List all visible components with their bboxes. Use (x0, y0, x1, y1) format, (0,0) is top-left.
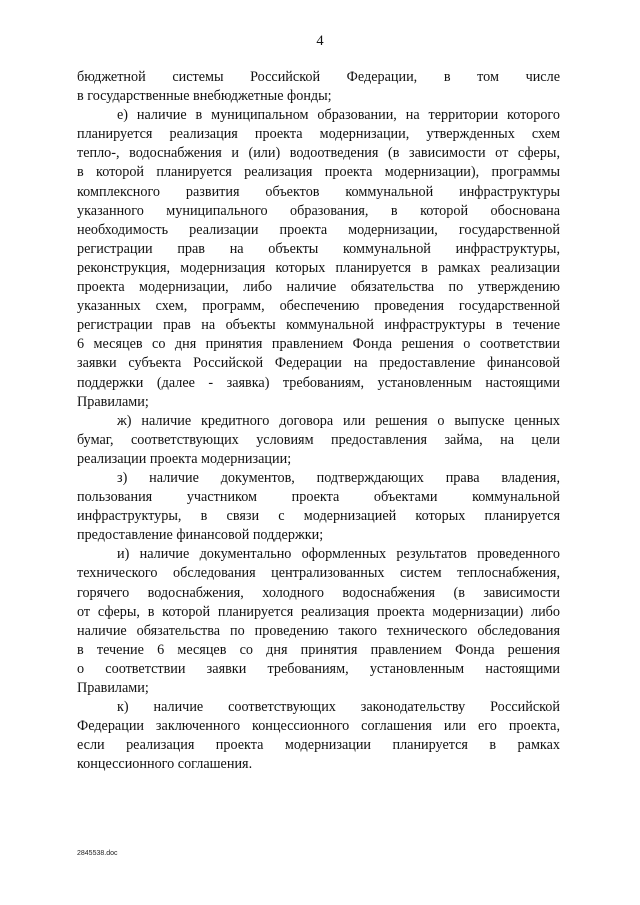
text-line: указанных схем, программ, обеспечению проведения государственной (77, 298, 560, 315)
text-line: Правилами; (77, 680, 149, 696)
text-line: необходимость реализации проекта модернизации, государственной (77, 221, 560, 238)
text-line: 6 месяцев со дня принятия правлением Фонда решения о соответствии (77, 336, 560, 353)
text-line: поддержки (далее - заявка) требованиям, установленным настоящими (77, 374, 560, 391)
text-line: регистрации прав на объекты коммунальной инфраструктуры в течение (77, 317, 560, 334)
text-line: проекта модернизации, либо наличие обязательства по утверждению (77, 279, 560, 296)
text-line: комплексного развития объектов коммунальной инфраструктуры (77, 183, 560, 200)
text-line: в течение 6 месяцев со дня принятия правлением Фонда решения (77, 641, 560, 658)
text-line: предоставление финансовой поддержки; (77, 527, 324, 544)
text-line: бумаг, соответствующих условиям предоставления займа, на цели (77, 431, 560, 448)
text-line: Правилами; (77, 393, 149, 410)
text-line: е) наличие в муниципальном образовании, на территории которого (117, 107, 560, 124)
text-line: наличие обязательства по проведению такого технического обследования (77, 622, 560, 639)
document-body (77, 68, 560, 774)
text-line: ж) наличие кредитного договора или решения о выпуске ценных (117, 412, 560, 429)
text-line: заявки субъекта Российской Федерации на предоставление финансовой (77, 355, 560, 372)
text-line: концессионного соглашения. (77, 756, 253, 773)
text-line: планируется реализация проекта модернизации, утвержденных схем (77, 126, 560, 143)
text-line: к) наличие соответствующих законодательству Российской (117, 699, 560, 716)
text-line: в государственные внебюджетные фонды; (77, 88, 332, 105)
text-line: технического обследования централизованных систем теплоснабжения, (77, 565, 560, 582)
text-line: Федерации заключенного концессионного соглашения или его проекта, (77, 718, 560, 735)
page-number: 4 (316, 33, 324, 49)
text-line: регистрации прав на объекты коммунальной инфраструктуры, (77, 240, 560, 257)
text-line: и) наличие документально оформленных результатов проведенного (117, 546, 560, 563)
text-line: тепло-, водоснабжения и (или) водоотведения (в зависимости от сферы, (77, 145, 560, 162)
text-line: в которой планируется реализация проекта модернизации), программы (77, 164, 560, 181)
text-line: о соответствии заявки требованиям, установленным настоящими (77, 660, 560, 677)
document-file-code: 2845538.doc (77, 850, 118, 857)
text-line: если реализация проекта модернизации планируется в рамках (77, 737, 560, 754)
text-line: бюджетной системы Российской Федерации, в том числе (77, 69, 560, 85)
text-line: реконструкция, модернизация которых планируется в рамках реализации (77, 259, 560, 276)
text-line: указанного муниципального образования, в которой обоснована (77, 202, 560, 219)
text-line: от сферы, в которой планируется реализация проекта модернизации) либо (77, 603, 560, 620)
text-line: инфраструктуры, в связи с модернизацией которых планируется (77, 508, 560, 525)
text-line: з) наличие документов, подтверждающих права владения, (117, 469, 560, 486)
text-line: пользования участником проекта объектами коммунальной (77, 489, 560, 506)
text-line: реализации проекта модернизации; (77, 450, 292, 467)
text-line: горячего водоснабжения, холодного водоснабжения (в зависимости (77, 584, 560, 601)
